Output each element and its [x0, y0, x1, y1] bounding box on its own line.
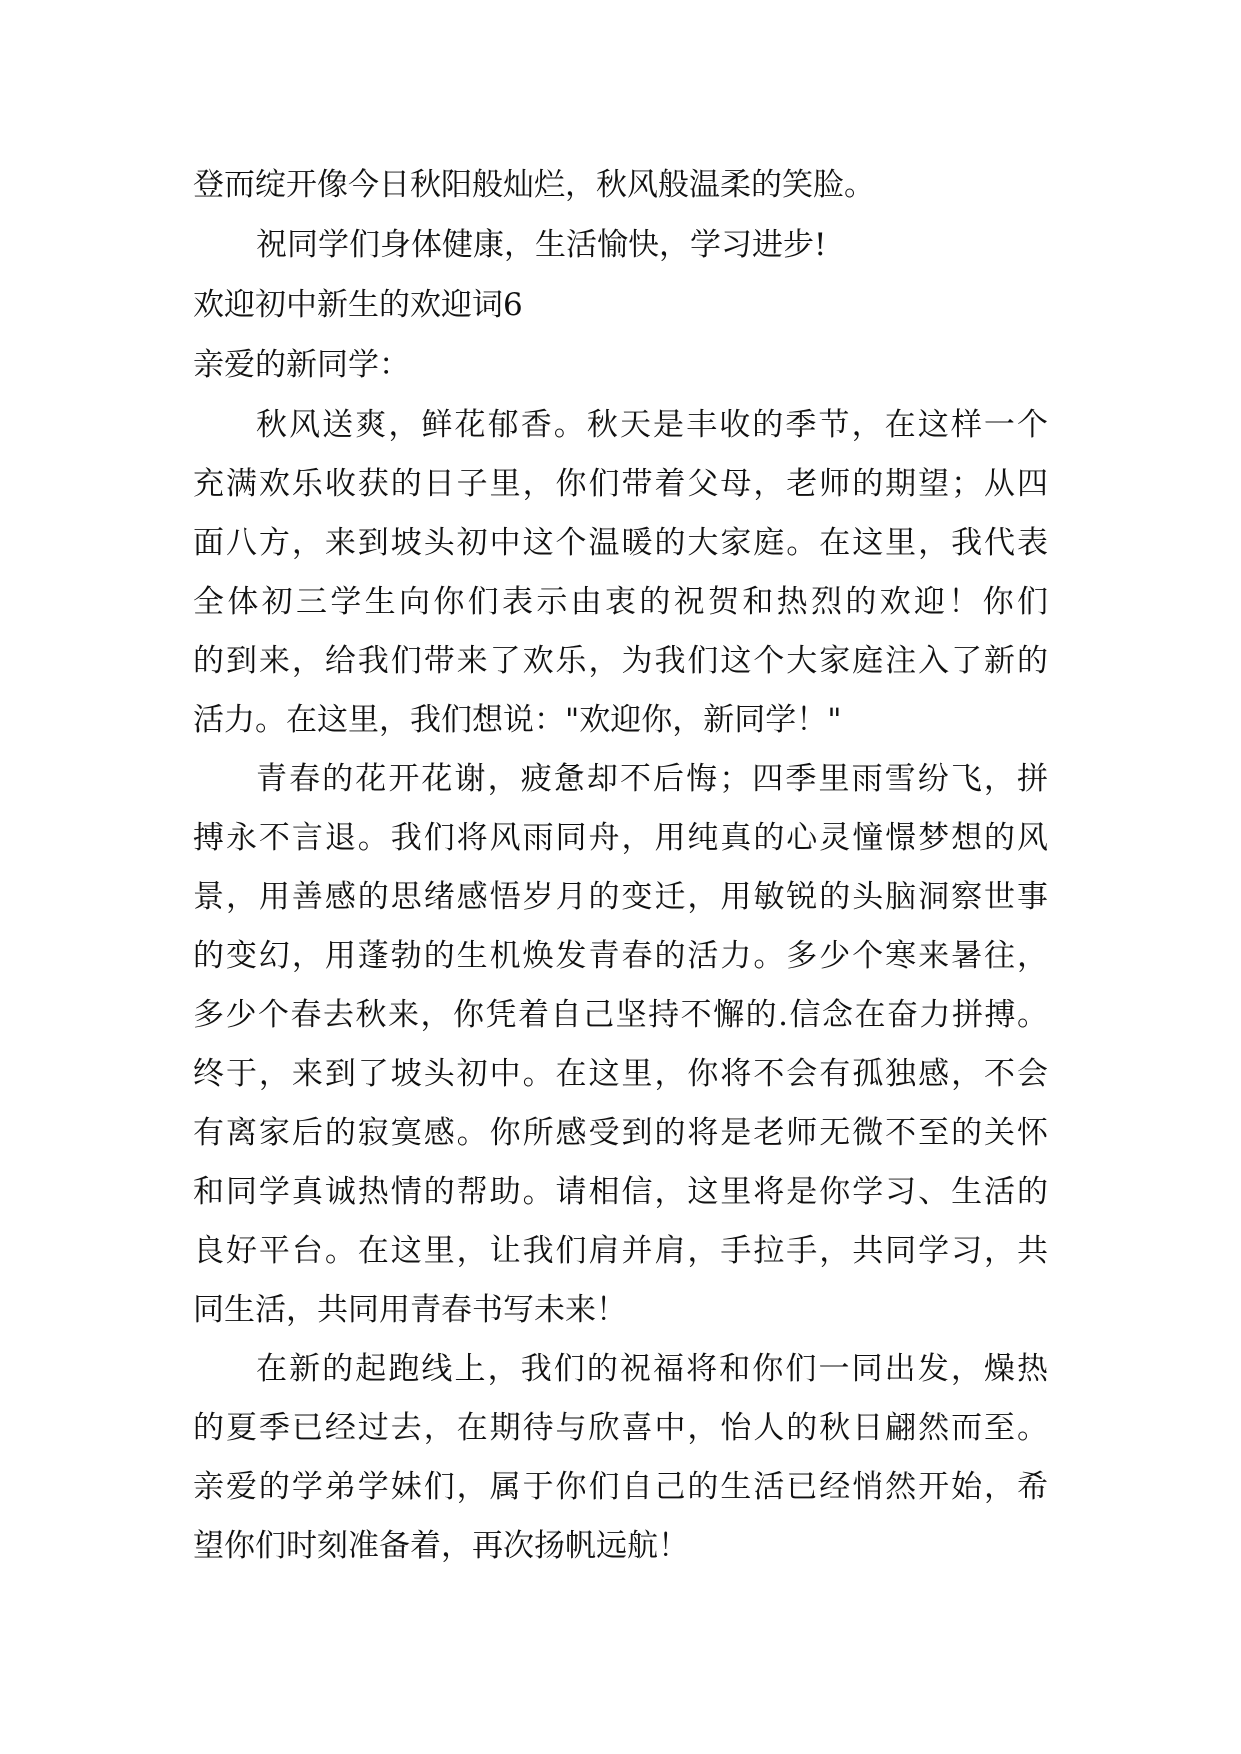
text-line: 多少个春去秋来，你凭着自己坚持不懈的.信念在奋力拼搏。 [193, 997, 1048, 1033]
text-line: 秋风送爽，鲜花郁香。秋天是丰收的季节，在这样一个 [256, 407, 1048, 443]
text-line: 青春的花开花谢，疲惫却不后悔；四季里雨雪纷飞，拼 [256, 761, 1048, 797]
text-line: 景，用善感的思绪感悟岁月的变迁，用敏锐的头脑洞察世事 [193, 879, 1048, 915]
text-line: 望你们时刻准备着，再次扬帆远航！ [193, 1528, 689, 1564]
text-line: 良好平台。在这里，让我们肩并肩，手拉手，共同学习，共 [193, 1233, 1048, 1269]
text-line: 祝同学们身体健康，生活愉快，学习进步! [256, 227, 827, 263]
text-line: 搏永不言退。我们将风雨同舟，用纯真的心灵憧憬梦想的风 [193, 820, 1048, 856]
text-line: 充满欢乐收获的日子里，你们带着父母，老师的期望；从四 [193, 466, 1048, 502]
text-line: 和同学真诚热情的帮助。请相信，这里将是你学习、生活的 [193, 1174, 1048, 1210]
text-line: 登而绽开像今日秋阳般灿烂，秋风般温柔的笑脸。 [193, 167, 875, 203]
text-line: 的夏季已经过去，在期待与欣喜中，怡人的秋日翩然而至。 [193, 1410, 1048, 1446]
text-line: 面八方，来到坡头初中这个温暖的大家庭。在这里，我代表 [193, 525, 1048, 561]
text-line: 全体初三学生向你们表示由衷的祝贺和热烈的欢迎！你们 [193, 584, 1048, 620]
text-line: 在新的起跑线上，我们的祝福将和你们一同出发，燥热 [256, 1351, 1048, 1387]
text-line: 同生活，共同用青春书写未来！ [193, 1292, 627, 1328]
text-line: 的变幻，用蓬勃的生机焕发青春的活力。多少个寒来暑往， [193, 938, 1048, 974]
section-heading: 欢迎初中新生的欢迎词6 [193, 287, 523, 323]
salutation: 亲爱的新同学： [193, 347, 410, 383]
text-line: 终于，来到了坡头初中。在这里，你将不会有孤独感，不会 [193, 1056, 1048, 1092]
text-line: 有离家后的寂寞感。你所感受到的将是老师无微不至的关怀 [193, 1115, 1048, 1151]
text-line: 活力。在这里，我们想说："欢迎你，新同学！" [193, 702, 842, 738]
text-line: 亲爱的学弟学妹们，属于你们自己的生活已经悄然开始，希 [193, 1469, 1048, 1505]
text-line: 的到来，给我们带来了欢乐，为我们这个大家庭注入了新的 [193, 643, 1048, 679]
